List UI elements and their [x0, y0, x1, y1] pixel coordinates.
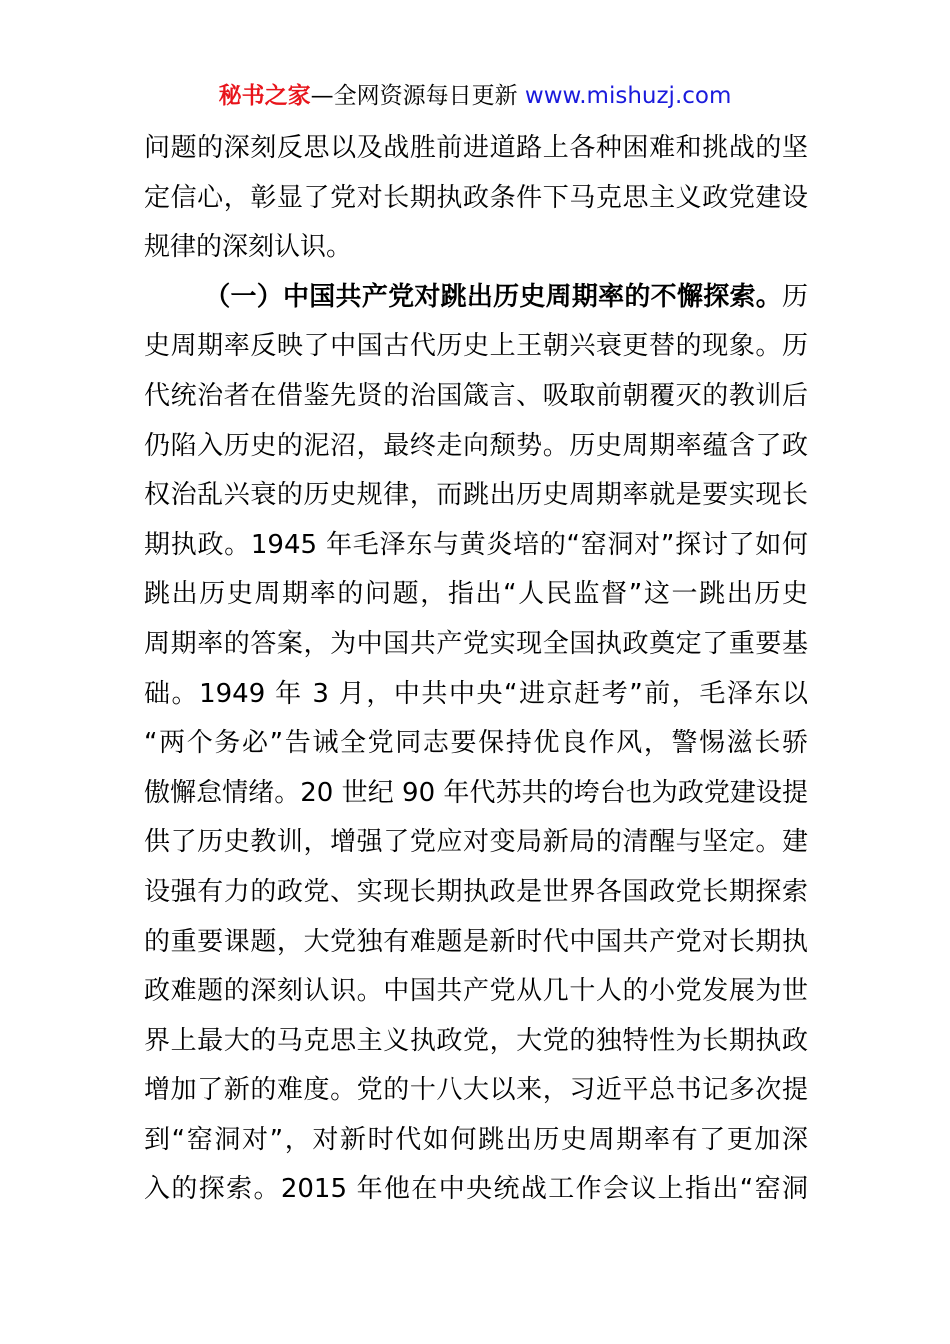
paragraph-section-one — [144, 273, 808, 1215]
header-tagline: —全网资源每日更新 — [310, 83, 518, 109]
section-heading: （一）中国共产党对跳出历史周期率的不懈探索。 — [204, 281, 782, 312]
text-line: 增加了新的难度。党的十八大以来，习近平总书记多次提 — [144, 1075, 808, 1106]
document-body — [144, 124, 808, 1215]
brand-name: 秘书之家 — [218, 83, 311, 109]
section-heading-line — [144, 273, 808, 323]
text-line: 入的探索。2015 年他在中央统战工作会议上指出“窑洞 — [144, 1174, 808, 1205]
text-line: 跳出历史周期率的问题，指出“人民监督”这一跳出历史 — [144, 579, 808, 610]
heading-line-rest: 历 — [781, 281, 808, 312]
text-line: “两个务必”告诫全党同志要保持优良作风，警惕滋长骄 — [144, 728, 808, 759]
text-line: 政难题的深刻认识。中国共产党从几十人的小党发展为世 — [144, 976, 808, 1007]
text-line: 期执政。1945 年毛泽东与黄炎培的“窑洞对”探讨了如何 — [144, 529, 808, 560]
text-line: 史周期率反映了中国古代历史上王朝兴衰更替的现象。历 — [144, 331, 808, 362]
text-line: 的重要课题，大党独有难题是新时代中国共产党对长期执 — [144, 926, 808, 957]
text-line: 傲懈怠情绪。20 世纪 90 年代苏共的垮台也为政党建设提 — [144, 777, 808, 808]
page-header — [0, 78, 950, 114]
text-line: 代统治者在借鉴先贤的治国箴言、吸取前朝覆灭的教训后 — [144, 380, 808, 411]
text-line: 供了历史教训，增强了党应对变局新局的清醒与坚定。建 — [144, 827, 808, 858]
paragraph-continued — [144, 124, 808, 273]
text-line: 规律的深刻认识。 — [144, 232, 353, 263]
text-line: 到“窑洞对”，对新时代如何跳出历史周期率有了更加深 — [144, 1124, 808, 1155]
text-line: 界上最大的马克思主义执政党，大党的独特性为长期执政 — [144, 1025, 808, 1056]
text-line: 定信心，彰显了党对长期执政条件下马克思主义政党建设 — [144, 182, 808, 213]
text-line: 权治乱兴衰的历史规律，而跳出历史周期率就是要实现长 — [144, 480, 808, 511]
text-line: 问题的深刻反思以及战胜前进道路上各种困难和挑战的坚 — [144, 133, 808, 163]
text-line: 础。1949 年 3 月，中共中央“进京赶考”前，毛泽东以 — [144, 678, 808, 709]
text-line: 设强有力的政党、实现长期执政是世界各国政党长期探索 — [144, 876, 808, 907]
text-line: 周期率的答案，为中国共产党实现全国执政奠定了重要基 — [144, 628, 808, 659]
text-line: 仍陷入历史的泥沼，最终走向颓势。历史周期率蕴含了政 — [144, 430, 808, 461]
site-url-link[interactable]: www.mishuzj.com — [524, 83, 732, 109]
